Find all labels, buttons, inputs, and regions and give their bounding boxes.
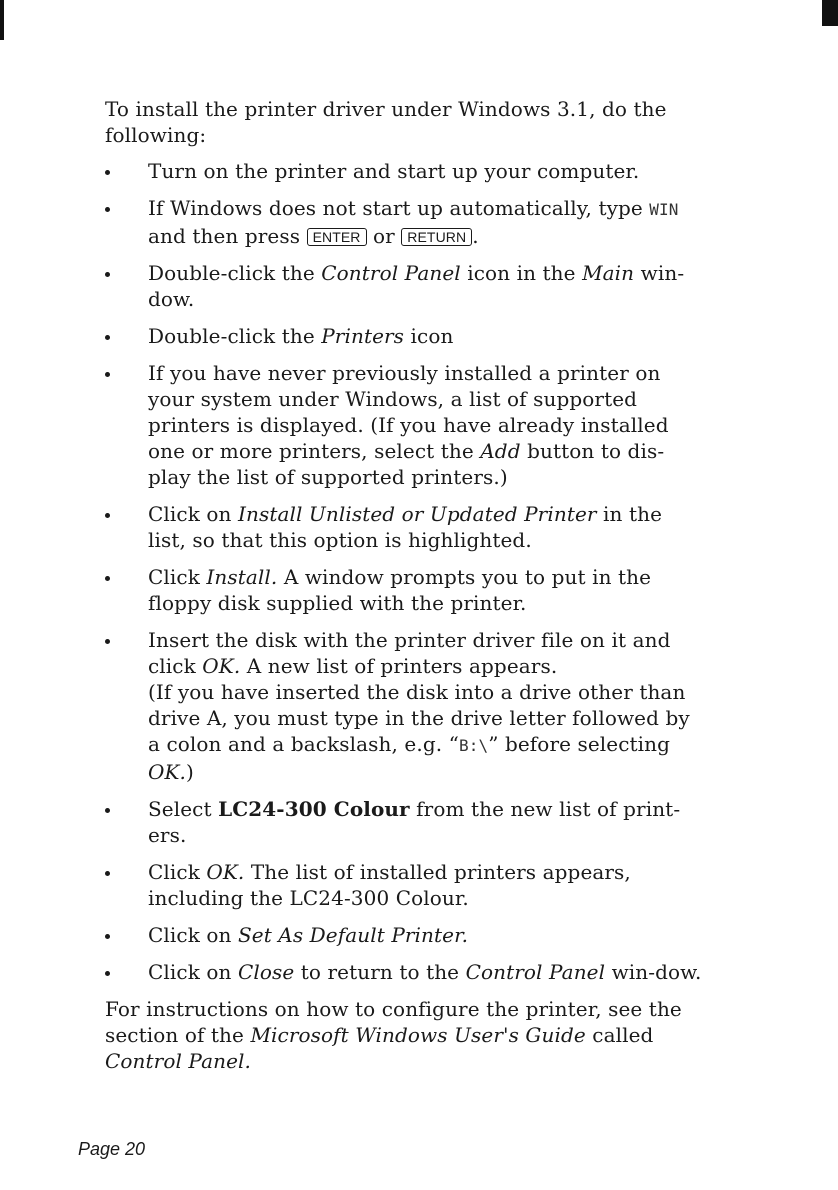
step-text: from the new list of print-ers. — [148, 797, 681, 847]
step-text: icon — [410, 324, 454, 348]
page-number: Page 20 — [78, 1139, 146, 1159]
step-text: Double-click the — [148, 324, 315, 348]
step-9 — [105, 796, 705, 848]
outro-text: called — [592, 1023, 654, 1047]
install-steps-list — [105, 158, 705, 985]
step-text: win-dow. — [148, 261, 685, 311]
step-text: If Windows does not start up automatically, type — [148, 196, 643, 220]
step-12 — [105, 959, 705, 985]
step-text: ” before selecting — [488, 732, 671, 756]
scan-edge-mark-left — [0, 0, 4, 40]
scan-edge-mark-right — [822, 0, 838, 26]
intro-paragraph: To install the printer driver under Windows 3.1, do the following: — [105, 97, 667, 147]
step-text: A window prompts you to put in the floppy disk supplied with the printer. — [148, 565, 652, 615]
step-text: button to dis-play the list of supported printers.) — [148, 439, 665, 489]
outro-paragraph — [105, 996, 705, 1074]
return-key-label: RETURN — [401, 228, 472, 246]
step-5 — [105, 360, 705, 490]
step-text: Insert the disk with the printer driver file on it and click — [148, 628, 671, 678]
emphasis-text: Close — [237, 960, 295, 984]
bullet-icon — [105, 576, 110, 581]
emphasis-text: Main — [582, 261, 635, 285]
step-8 — [105, 627, 705, 785]
bullet-icon — [105, 335, 110, 340]
emphasis-text: Printers — [321, 324, 405, 348]
step-10 — [105, 859, 705, 911]
enter-key-label: ENTER — [307, 228, 367, 246]
step-text: (If you have inserted the disk into a drive other than drive A, you must type in the drive letter followed by a colon and a backslash, e.g. “ — [148, 680, 690, 756]
step-text: Click on — [148, 923, 232, 947]
emphasis-text: OK. — [202, 654, 241, 678]
emphasis-text: Control Panel — [321, 261, 461, 285]
bullet-icon — [105, 170, 110, 175]
step-text: ) — [186, 760, 194, 784]
page-body — [105, 96, 705, 1074]
bullet-icon — [105, 871, 110, 876]
emphasis-text: Control Panel. — [105, 1049, 251, 1073]
step-text: If you have never previously installed a printer on your system under Windows, a list of supported printers is displayed. (If you have already installed one or more printers, select the — [148, 361, 669, 463]
step-text: A new list of printers appears. — [246, 654, 558, 678]
command-text: WIN — [649, 200, 679, 219]
command-text: B:\ — [458, 736, 489, 755]
printer-model-name: LC24-300 Colour — [218, 797, 410, 821]
emphasis-text: Set As Default Printer. — [237, 923, 469, 947]
step-text: Select — [148, 797, 212, 821]
bullet-icon — [105, 971, 110, 976]
step-7 — [105, 564, 705, 616]
emphasis-text: OK. — [148, 760, 186, 784]
step-4 — [105, 323, 705, 349]
bullet-icon — [105, 639, 110, 644]
step-text: in the list, so that this option is highlighted. — [148, 502, 663, 552]
step-text: icon in the — [467, 261, 576, 285]
emphasis-text: Install. — [206, 565, 278, 589]
step-text: to return to the — [300, 960, 460, 984]
step-text: Click — [148, 565, 200, 589]
emphasis-text: Microsoft Windows User's Guide — [250, 1023, 586, 1047]
step-text: win-dow. — [611, 960, 702, 984]
emphasis-text: OK. — [206, 860, 245, 884]
outro-text: For instructions on how to configure the printer, see the section of the — [105, 997, 682, 1047]
bullet-icon — [105, 934, 110, 939]
bullet-icon — [105, 372, 110, 377]
bullet-icon — [105, 207, 110, 212]
step-text: or — [372, 224, 395, 248]
bullet-icon — [105, 272, 110, 277]
step-11 — [105, 922, 705, 948]
step-text: and then press — [148, 224, 301, 248]
step-text: Turn on the printer and start up your computer. — [148, 159, 640, 183]
step-3 — [105, 260, 705, 312]
step-1 — [105, 158, 705, 184]
bullet-icon — [105, 808, 110, 813]
bullet-icon — [105, 513, 110, 518]
emphasis-text: Install Unlisted or Updated Printer — [237, 502, 597, 526]
step-2 — [105, 195, 705, 249]
step-text: . — [472, 224, 479, 248]
emphasis-text: Control Panel — [465, 960, 606, 984]
step-text: Click on — [148, 960, 232, 984]
step-text: Click — [148, 860, 200, 884]
step-text: Double-click the — [148, 261, 315, 285]
step-text: The list of installed printers appears, including the LC24-300 Colour. — [148, 860, 631, 910]
step-6 — [105, 501, 705, 553]
step-text: Click on — [148, 502, 232, 526]
emphasis-text: Add — [480, 439, 521, 463]
